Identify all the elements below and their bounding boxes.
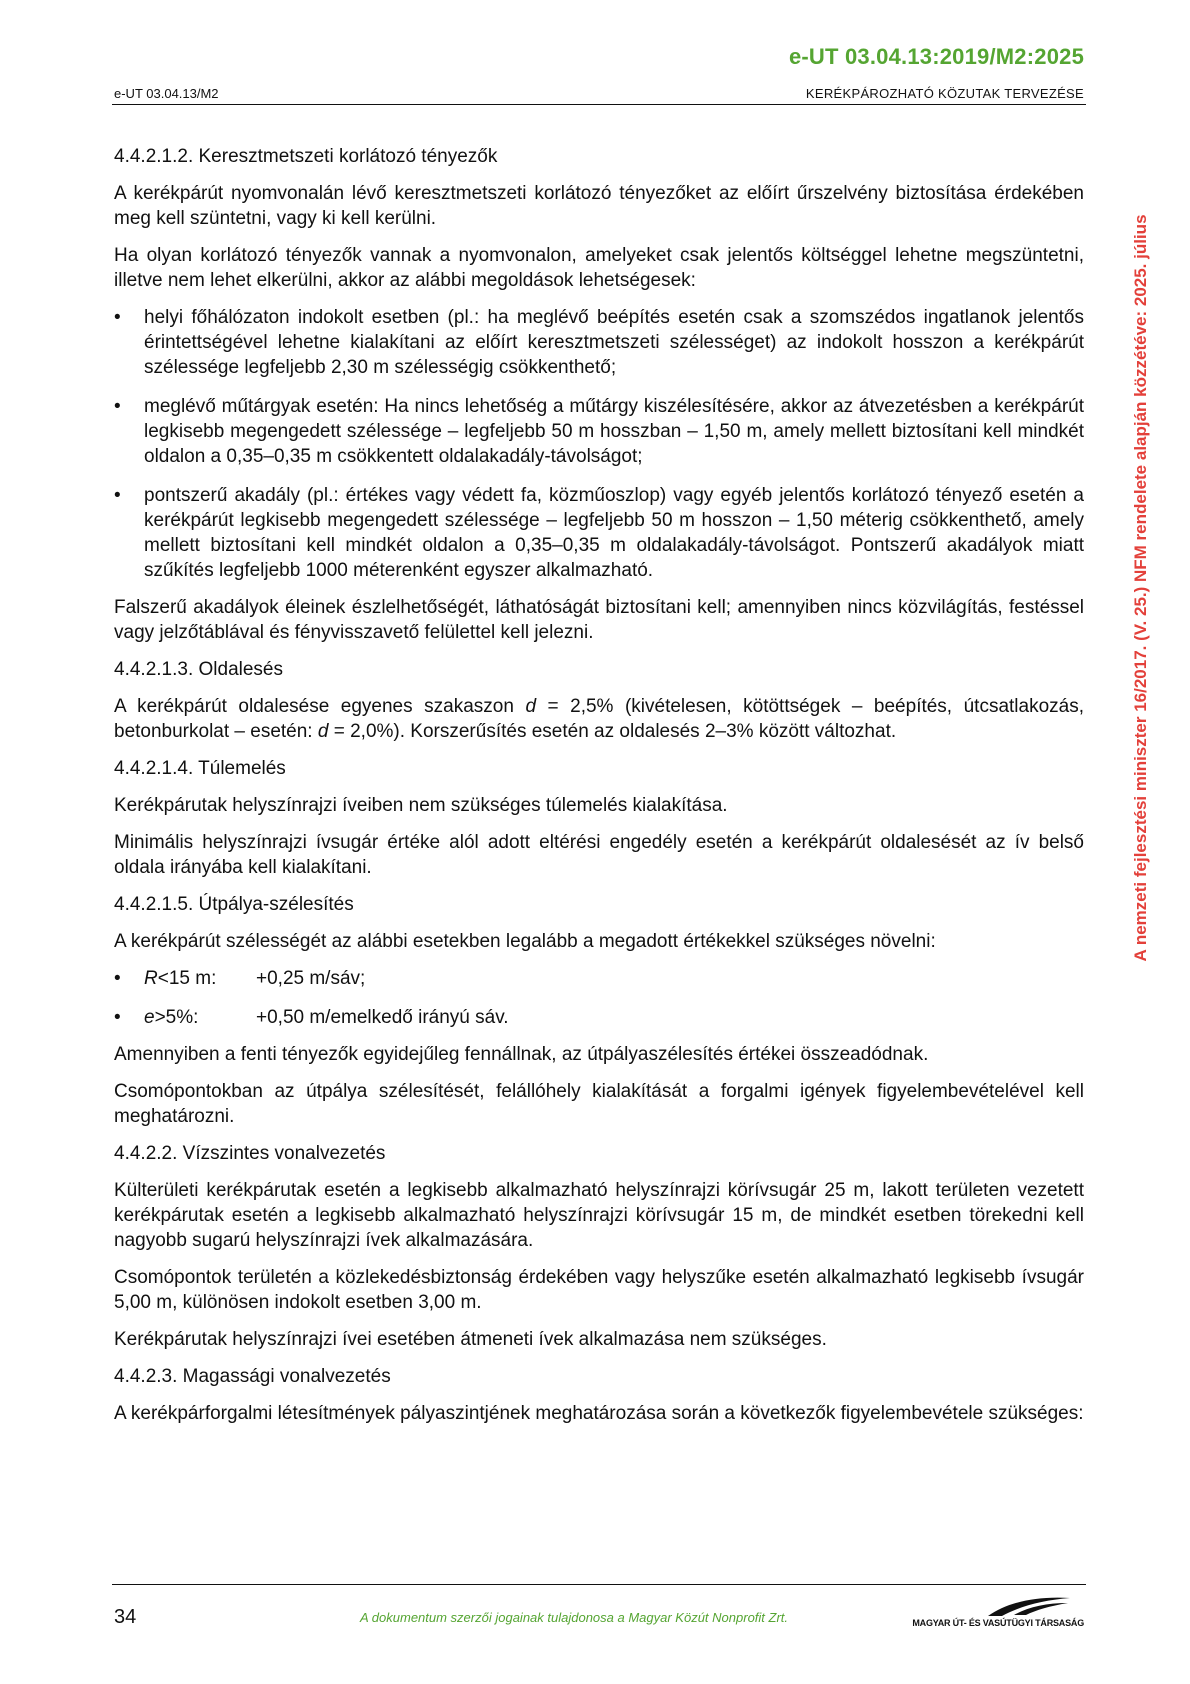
section-heading-vertical-alignment: 4.4.2.3. Magassági vonalvezetés xyxy=(114,1366,391,1387)
footer-rule xyxy=(112,1584,1086,1585)
list-item xyxy=(114,305,1084,380)
bullet-icon: • xyxy=(114,396,121,417)
society-logo xyxy=(904,1594,1084,1628)
list-item-text: meglévő műtárgyak esetén: Ha nincs lehetőség a műtárgy kiszélesítésére, akkor az átvezetésben a kerékpárút legkisebb megengedett szélessége – legfeljebb 50 m hosszban – 1,50 m, amely mellett biztosítani kell mindkét oldalon a 0,35–0,35 m csökkentett oldalakadály-távolságot; xyxy=(144,396,1084,467)
list-item xyxy=(114,483,1084,583)
logo-text: MAGYAR ÚT- ÉS VASÚTÜGYI TÁRSASÁG xyxy=(912,1618,1084,1628)
paragraph: Csomópontok területén a közlekedésbiztonság érdekében vagy helyszűke esetén alkalmazható legkisebb ívsugár 5,00 m, különösen indokolt esetben 3,00 m. xyxy=(114,1267,1084,1313)
paragraph: Ha olyan korlátozó tényezők vannak a nyomvonalon, amelyeket csak jelentős költséggel lehetne megszüntetni, illetve nem lehet elkerülni, akkor az alábbi megoldások lehetségesek: xyxy=(114,245,1084,291)
paragraph: Csomópontokban az útpálya szélesítését, felállóhely kialakítását a forgalmi igények figyelembevételével kell meghatározni. xyxy=(114,1081,1084,1127)
list-item: • R<15 m: +0,25 m/sáv; xyxy=(114,968,366,989)
paragraph: Külterületi kerékpárutak esetén a legkisebb alkalmazható helyszínrajzi körívsugár 25 m, lakott területen vezetett kerékpárutak esetén a legkisebb alkalmazható helyszínrajzi körívsugár 15 m, de mindkét esetben törekedni kell nagyobb sugarú helyszínrajzi ívek alkalmazására. xyxy=(114,1180,1084,1251)
section-heading-horizontal-alignment: 4.4.2.2. Vízszintes vonalvezetés xyxy=(114,1143,386,1164)
section-heading-widening: 4.4.2.1.5. Útpálya-szélesítés xyxy=(114,894,354,915)
variable-d: d xyxy=(317,721,329,742)
paragraph: Kerékpárutak helyszínrajzi ívei esetében átmeneti ívek alkalmazása nem szükséges. xyxy=(114,1329,827,1350)
header-rule xyxy=(112,104,1086,105)
paragraph: Falszerű akadályok éleinek észlelhetőségét, láthatóságát biztosítani kell; amennyiben nincs közvilágítás, festéssel vagy jelzőtáblával és fényvisszavető felülettel kell jelezni. xyxy=(114,597,1084,643)
list-item-text: pontszerű akadály (pl.: értékes vagy védett fa, közműoszlop) vagy egyéb jelentős korlátozó tényező esetén a kerékpárút legkisebb megengedett szélessége – legfeljebb 50 m hosszon – 1,50 méterig csökkenthető, amely mellett biztosítani kell mindkét oldalon a 0,35–0,35 m oldalakadály-távolságot. Pontszerű akadályok miatt szűkítés legfeljebb 1000 méterenként egyszer alkalmazható. xyxy=(144,485,1084,581)
doc-code: e-UT 03.04.13:2019/M2:2025 xyxy=(788,44,1084,69)
bullet-icon: • xyxy=(114,485,121,506)
bullet-icon: • xyxy=(114,1007,121,1028)
side-publication-note: A nemzeti fejlesztési miniszter 16/2017. (V. 25.) NFM rendelete alapján közzétéve: 2025. július xyxy=(1131,214,1150,962)
header-title: KERÉKPÁROZHATÓ KÖZUTAK TERVEZÉSE xyxy=(805,86,1084,101)
header-short-code: e-UT 03.04.13/M2 xyxy=(114,86,219,101)
paragraph-cross-slope: A kerékpárút oldalesése egyenes szakaszon d = 2,5% (kivételesen, kötöttségek – beépítés, útcsatlakozás, betonburkolat – esetén: d = 2,0%). Korszerűsítés esetén az oldalesés 2–3% között változhat. xyxy=(114,696,1084,742)
paragraph: Amennyiben a fenti tényezők egyidejűleg fennállnak, az útpályaszélesítés értékei összeadódnak. xyxy=(114,1044,929,1065)
widening-list xyxy=(114,966,1084,1030)
section-heading-superelevation: 4.4.2.1.4. Túlemelés xyxy=(114,758,286,779)
list-item-text: helyi főhálózaton indokolt esetben (pl.: ha meglévő beépítés esetén csak a szomszédos ingatlanok jelentős érintettségével lehetne kialakítani az előírt keresztmetszeti szélességet) az indokolt hosszon a kerékpárút szélessége legfeljebb 2,30 m szélességig csökkenthető; xyxy=(144,307,1084,378)
paragraph: Minimális helyszínrajzi ívsugár értéke alól adott eltérési engedély esetén a kerékpárút oldalesését az ív belső oldala irányába kell kialakítani. xyxy=(114,832,1084,878)
page-content xyxy=(114,144,1084,1438)
bullet-icon: • xyxy=(114,968,121,989)
paragraph: A kerékpárút szélességét az alábbi esetekben legalább a megadott értékekkel szükséges növelni: xyxy=(114,931,936,952)
paragraph: A kerékpárforgalmi létesítmények pályaszintjének meghatározása során a következők figyelembevétele szükséges: xyxy=(114,1403,1084,1424)
bullet-icon: • xyxy=(114,307,121,328)
footer-copyright: A dokumentum szerzői jogainak tulajdonosa a Magyar Közút Nonprofit Zrt. xyxy=(360,1610,789,1625)
variable-d: d xyxy=(525,696,537,717)
section-heading-cross-slope: 4.4.2.1.3. Oldalesés xyxy=(114,659,283,680)
paragraph: A kerékpárút nyomvonalán lévő keresztmetszeti korlátozó tényezőket az előírt űrszelvény biztosítása érdekében meg kell szüntetni, vagy ki kell kerülni. xyxy=(114,183,1084,229)
list-item: • e>5%: +0,50 m/emelkedő irányú sáv. xyxy=(114,1007,509,1028)
bullet-list xyxy=(114,305,1084,583)
road-swoosh-icon xyxy=(984,1594,1074,1618)
page-number: 34 xyxy=(114,1606,137,1628)
section-heading-cross-section: 4.4.2.1.2. Keresztmetszeti korlátozó tényezők xyxy=(114,146,498,167)
list-item xyxy=(114,394,1084,469)
paragraph: Kerékpárutak helyszínrajzi íveiben nem szükséges túlemelés kialakítása. xyxy=(114,795,728,816)
